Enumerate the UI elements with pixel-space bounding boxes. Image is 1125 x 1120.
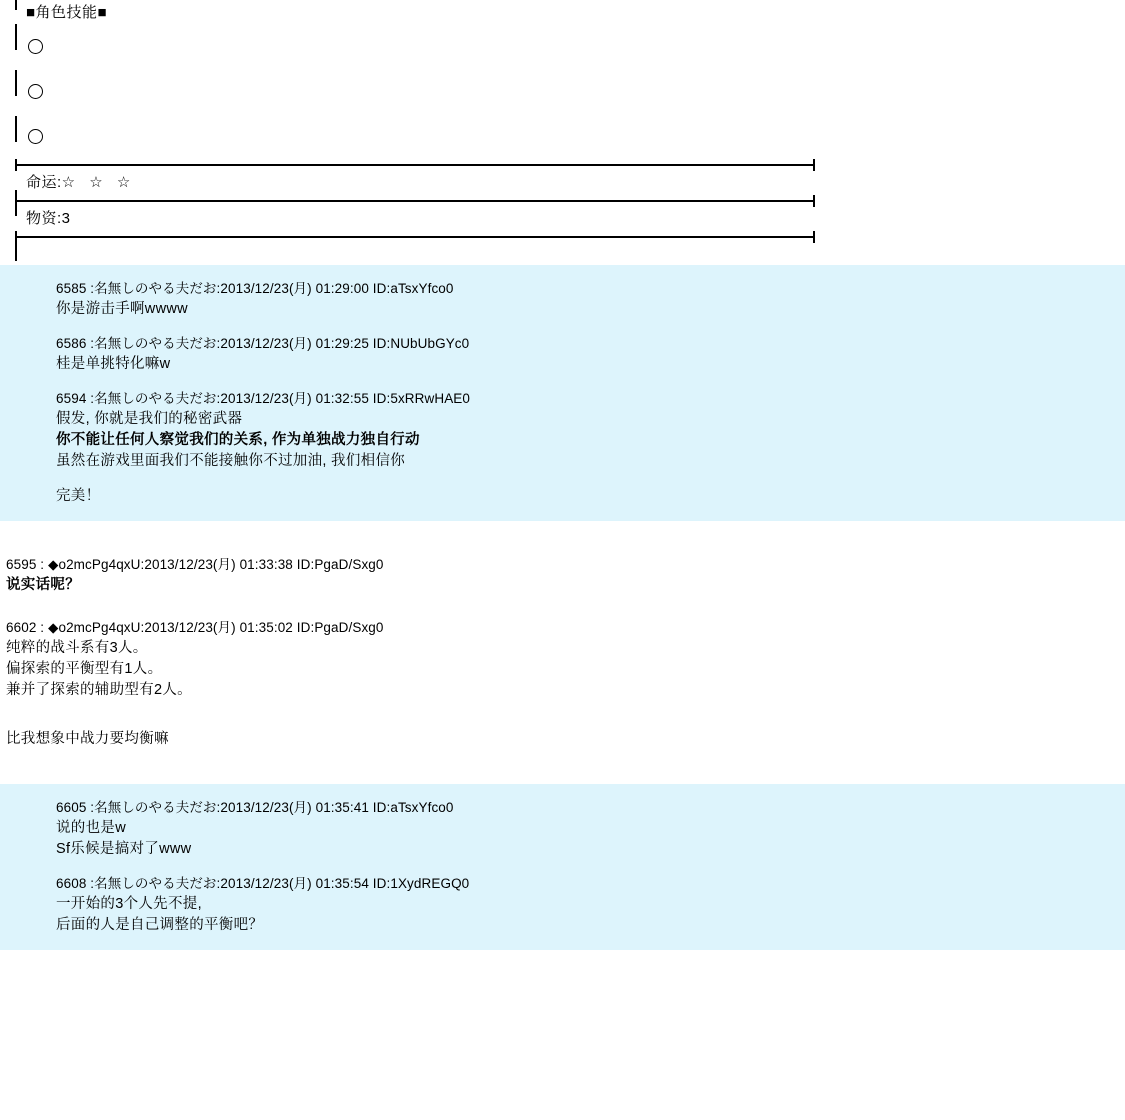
author-post-block <box>0 541 1125 764</box>
post-body <box>56 894 1105 936</box>
empty-circle-icon <box>28 39 43 54</box>
post-header: 6586 :名無しのやる夫だお:2013/12/23(月) 01:29:25 ID:NUbUbGYc0 <box>56 336 470 351</box>
fate-stars: ☆ ☆ ☆ <box>61 174 136 191</box>
post-line: 你不能让任何人察觉我们的关系, 作为单独战力独自行动 <box>56 432 420 448</box>
skill-slot-1 <box>0 24 1125 69</box>
panel-left-bar-segment <box>15 0 17 10</box>
post-6586 <box>56 334 1105 375</box>
post-header: 6608 :名無しのやる夫だお:2013/12/23(月) 01:35:54 ID:1XydREGQ0 <box>56 876 470 891</box>
post-line: 完美！ <box>56 488 101 504</box>
supplies-value: 3 <box>61 210 71 227</box>
quoted-post-block <box>0 784 1125 950</box>
post-header: 6602 : ◆o2mcPg4qxU:2013/12/23(月) 01:35:02 ID:PgaD/Sxg0 <box>6 620 384 635</box>
post-body <box>56 818 1105 860</box>
empty-circle-icon <box>28 129 43 144</box>
thread-posts <box>0 265 1125 950</box>
panel-divider-3 <box>15 231 1125 243</box>
skill-slot-2 <box>0 69 1125 114</box>
post-line: 后面的人是自己调整的平衡吧？ <box>56 917 264 933</box>
block-spacer <box>0 764 1125 784</box>
post-body <box>6 575 1105 596</box>
post-line: 纯粹的战斗系有3人。 <box>6 640 148 656</box>
post-header: 6595 : ◆o2mcPg4qxU:2013/12/23(月) 01:33:38 ID:PgaD/Sxg0 <box>6 557 384 572</box>
post-line-blank <box>6 715 1105 729</box>
post-6594 <box>56 389 1105 507</box>
post-spacer <box>6 610 1105 618</box>
post-body <box>56 354 1105 375</box>
post-header: 6585 :名無しのやる夫だお:2013/12/23(月) 01:29:00 ID:aTsxYfco0 <box>56 281 454 296</box>
post-body <box>6 638 1105 750</box>
quoted-post-block <box>0 265 1125 521</box>
post-6602 <box>6 618 1105 750</box>
fate-label: 命运: <box>26 174 62 191</box>
post-line: 兼并了探索的辅助型有2人。 <box>6 682 192 698</box>
panel-left-bar-segment <box>15 70 17 96</box>
panel-divider-2 <box>15 195 1125 207</box>
post-line: 假发, 你就是我们的秘密武器 <box>56 411 243 427</box>
post-line: 你是游击手啊wwww <box>56 301 188 317</box>
skills-title: ■角色技能■ <box>26 4 108 21</box>
panel-divider-1 <box>15 159 1125 171</box>
post-body <box>56 299 1105 320</box>
post-line: 桂是单挑特化嘛w <box>56 356 171 372</box>
panel-left-bar-segment <box>15 24 17 50</box>
post-6585 <box>56 279 1105 320</box>
post-line: 比我想象中战力要均衡嘛 <box>6 731 169 747</box>
post-line-blank <box>56 472 1105 486</box>
post-6605 <box>56 798 1105 860</box>
post-6595 <box>6 555 1105 596</box>
block-spacer <box>0 521 1125 541</box>
post-line: 说实话呢？ <box>6 577 80 593</box>
post-header: 6605 :名無しのやる夫だお:2013/12/23(月) 01:35:41 ID:aTsxYfco0 <box>56 800 454 815</box>
post-line: 一开始的3个人先不提, <box>56 896 202 912</box>
post-line: 偏探索的平衡型有1人。 <box>6 661 163 677</box>
supplies-row <box>0 207 1125 231</box>
panel-left-bar-segment <box>15 116 17 142</box>
post-line: Sf乐候是搞对了www <box>56 841 192 857</box>
post-line-blank <box>6 701 1105 715</box>
post-header: 6594 :名無しのやる夫だお:2013/12/23(月) 01:32:55 ID:5xRRwHAE0 <box>56 391 471 406</box>
skill-slot-3 <box>0 114 1125 159</box>
supplies-label: 物资: <box>26 210 62 227</box>
post-line: 说的也是w <box>56 820 126 836</box>
fate-row <box>0 171 1125 195</box>
character-status-panel <box>0 0 1125 243</box>
empty-circle-icon <box>28 84 43 99</box>
post-6608 <box>56 874 1105 936</box>
post-body <box>56 409 1105 507</box>
post-line: 虽然在游戏里面我们不能接触你不过加油, 我们相信你 <box>56 453 406 469</box>
